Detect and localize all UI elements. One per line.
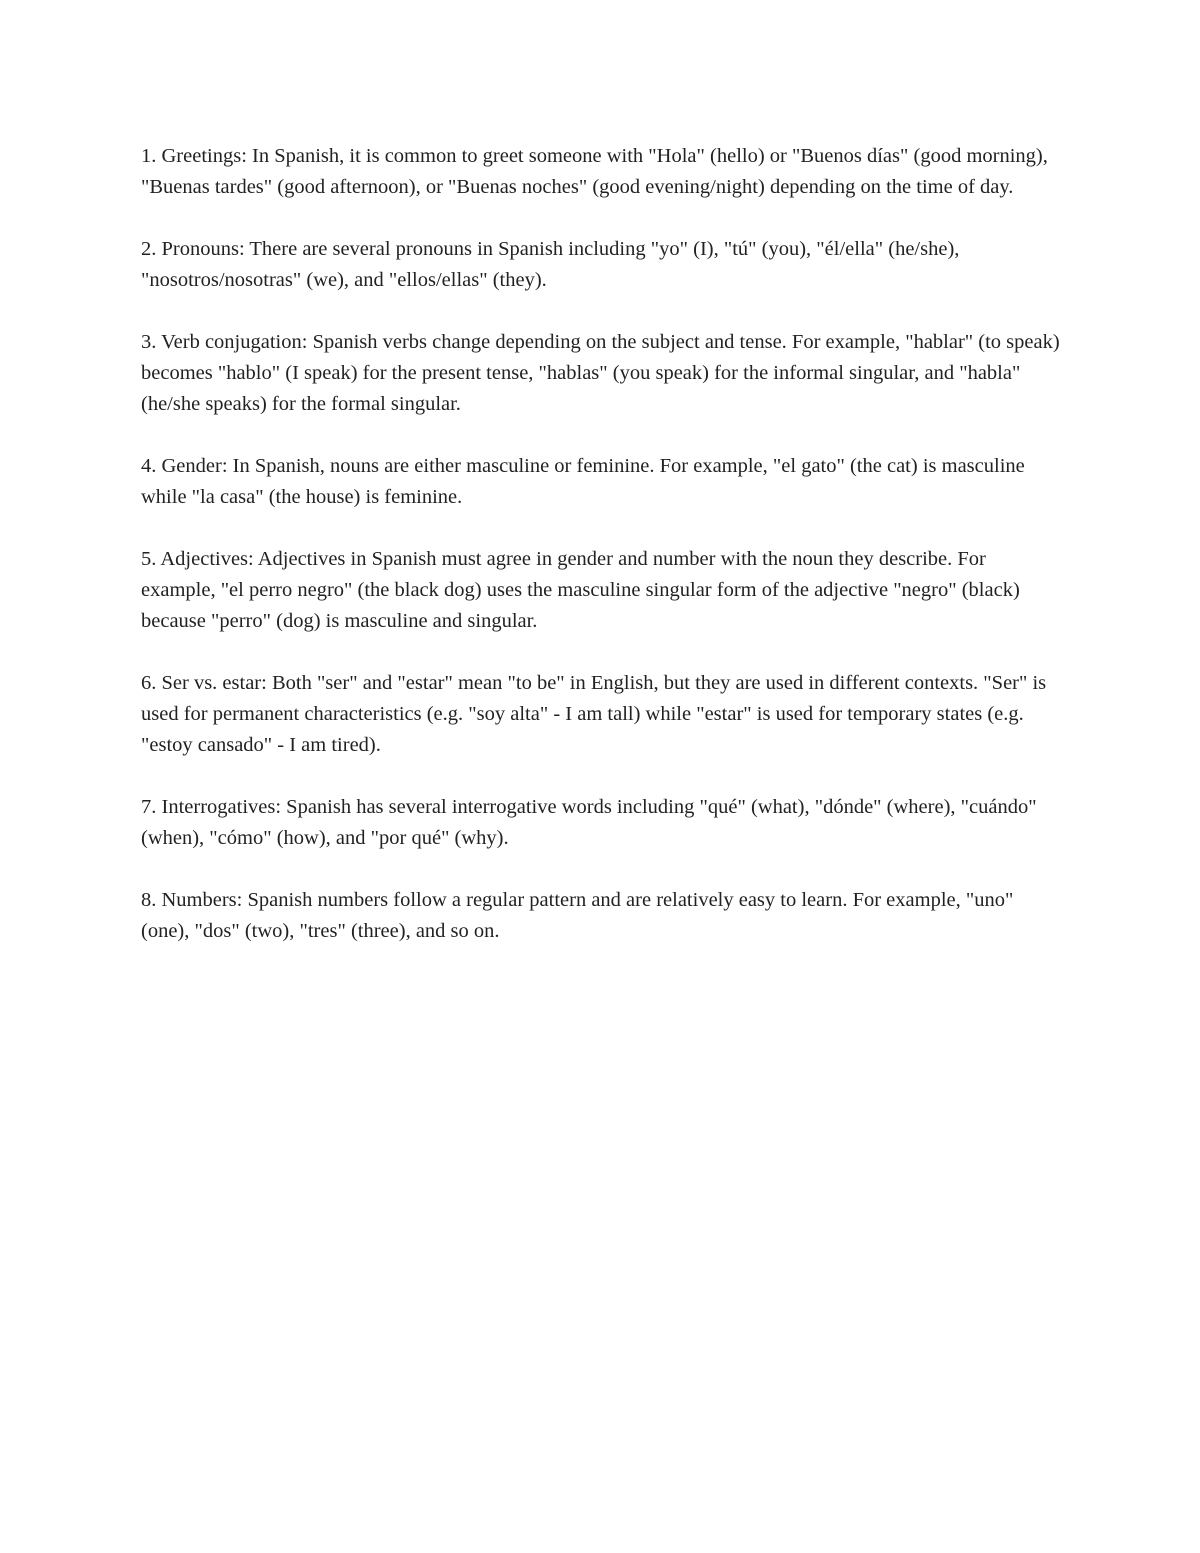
paragraph-pronouns: 2. Pronouns: There are several pronouns in Spanish including "yo" (I), "tú" (you), "él/ella" (he/she), "nosotros/nosotras" (we), and "ellos/ellas" (they). <box>141 238 960 291</box>
paragraph-numbers: 8. Numbers: Spanish numbers follow a regular pattern and are relatively easy to learn. For example, "uno" (one), "dos" (two), "tres" (three), and so on. <box>141 889 1014 942</box>
paragraph-verb-conjugation: 3. Verb conjugation: Spanish verbs change depending on the subject and tense. For example, "hablar" (to speak) becomes "hablo" (I speak) for the present tense, "hablas" (you speak) for the informal singular, and "habla" (he/she speaks) for the formal singular. <box>141 331 1060 415</box>
paragraph-greetings: 1. Greetings: In Spanish, it is common to greet someone with "Hola" (hello) or "Buenos días" (good morning), "Buenas tardes" (good afternoon), or "Buenas noches" (good evening/night) depending on the time of day. <box>141 145 1048 198</box>
paragraph-gender: 4. Gender: In Spanish, nouns are either masculine or feminine. For example, "el gato" (the cat) is masculine while "la casa" (the house) is feminine. <box>141 455 1025 508</box>
paragraph-adjectives: 5. Adjectives: Adjectives in Spanish must agree in gender and number with the noun they describe. For example, "el perro negro" (the black dog) uses the masculine singular form of the adjective "negro" (black) because "perro" (dog) is masculine and singular. <box>141 548 1020 632</box>
paragraph-interrogatives: 7. Interrogatives: Spanish has several interrogative words including "qué" (what), "dónde" (where), "cuándo" (when), "cómo" (how), and "por qué" (why). <box>141 796 1037 849</box>
paragraph-ser-vs-estar: 6. Ser vs. estar: Both "ser" and "estar" mean "to be" in English, but they are used in different contexts. "Ser" is used for permanent characteristics (e.g. "soy alta" - I am tall) while "estar" is used for temporary states (e.g. "estoy cansado" - I am tired). <box>141 672 1047 756</box>
document-body <box>141 141 1061 978</box>
